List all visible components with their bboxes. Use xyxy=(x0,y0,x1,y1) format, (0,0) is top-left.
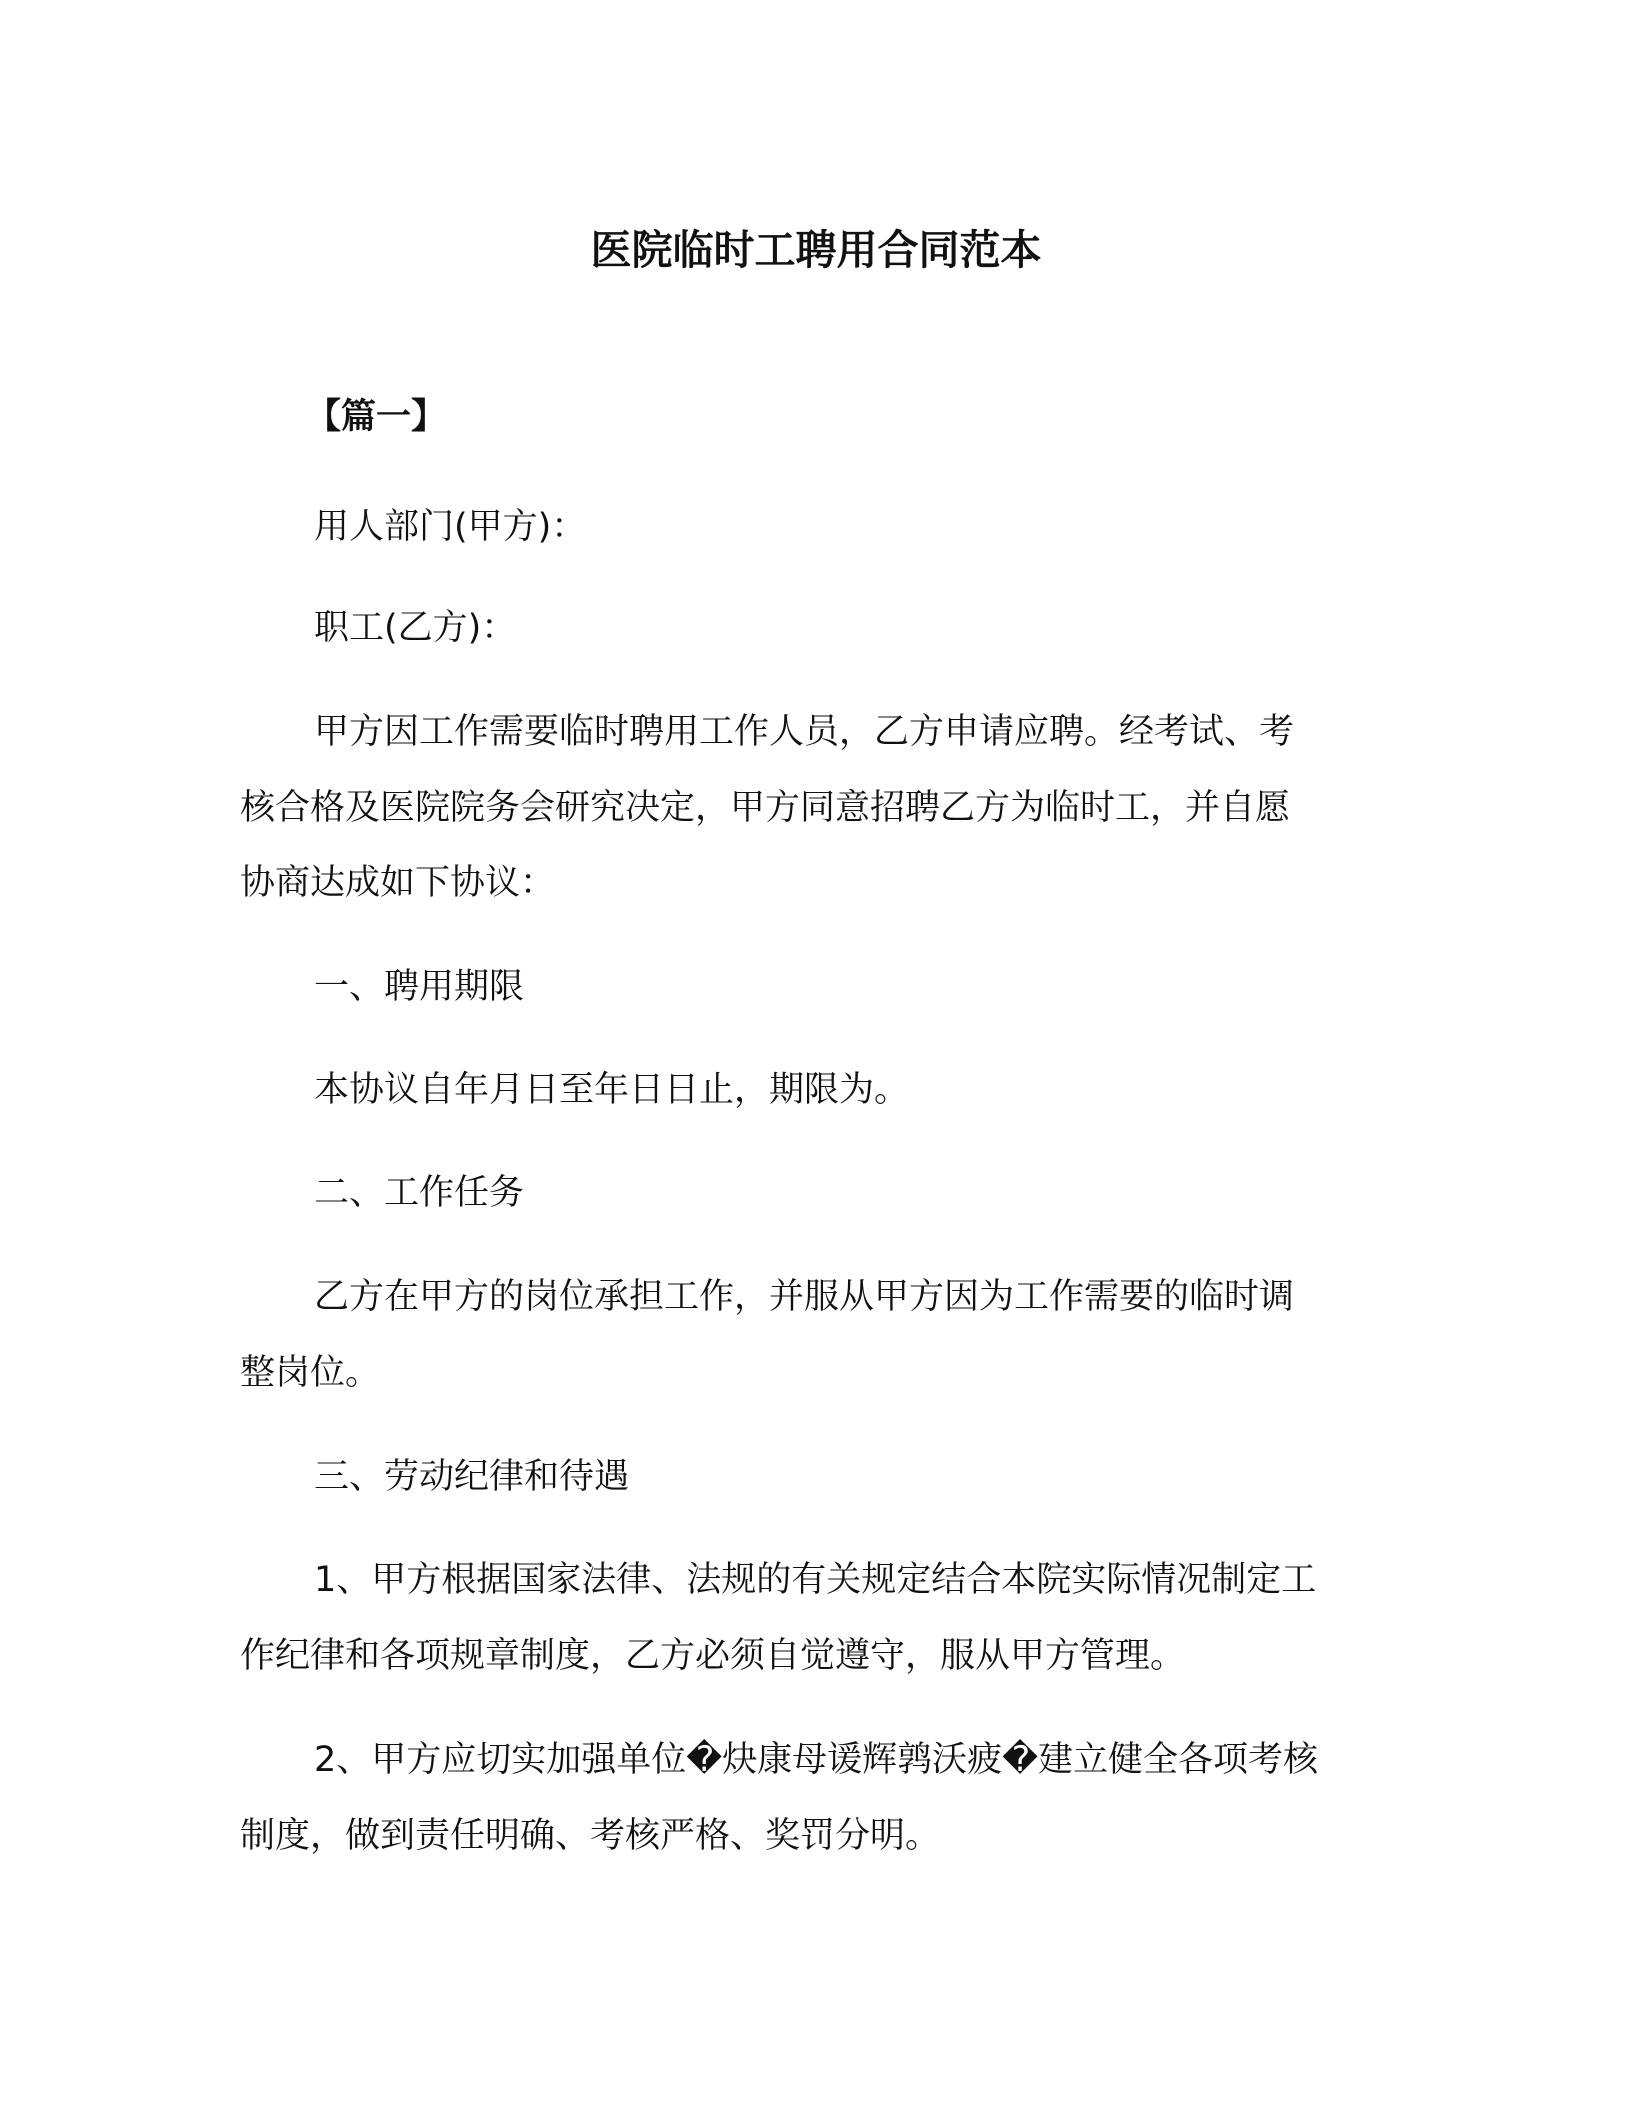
tasks-paragraph-line-1: 乙方在甲方的岗位承担工作，并服从甲方因为工作需要的临时调 xyxy=(314,1277,1295,1317)
intro-paragraph-line-3: 协商达成如下协议： xyxy=(240,863,556,903)
section-label: 【篇一】 xyxy=(306,397,447,437)
section-heading-tasks: 二、工作任务 xyxy=(314,1173,525,1213)
party-b-label: 职工(乙方)： xyxy=(314,608,517,648)
discipline-item-2-line-1: 2、甲方应切实加强单位�炔康母谖辉鹑沃疲�建立健全各项考核 xyxy=(314,1740,1319,1780)
discipline-item-1-line-2: 作纪律和各项规章制度，乙方必须自觉遵守，服从甲方管理。 xyxy=(240,1636,1186,1676)
document-title: 医院临时工聘用合同范本 xyxy=(590,226,1042,274)
party-a-label: 用人部门(甲方)： xyxy=(314,507,587,547)
intro-paragraph-line-2: 核合格及医院院务会研究决定，甲方同意招聘乙方为临时工，并自愿 xyxy=(240,788,1291,828)
section-heading-discipline: 三、劳动纪律和待遇 xyxy=(314,1457,630,1497)
section-heading-term: 一、聘用期限 xyxy=(314,967,525,1007)
discipline-item-2-line-2: 制度，做到责任明确、考核严格、奖罚分明。 xyxy=(240,1816,941,1856)
tasks-paragraph-line-2: 整岗位。 xyxy=(240,1353,381,1393)
term-paragraph: 本协议自年月日至年日日止，期限为。 xyxy=(314,1070,910,1110)
intro-paragraph-line-1: 甲方因工作需要临时聘用工作人员，乙方申请应聘。经考试、考 xyxy=(314,712,1295,752)
discipline-item-1-line-1: 1、甲方根据国家法律、法规的有关规定结合本院实际情况制定工 xyxy=(314,1560,1317,1600)
